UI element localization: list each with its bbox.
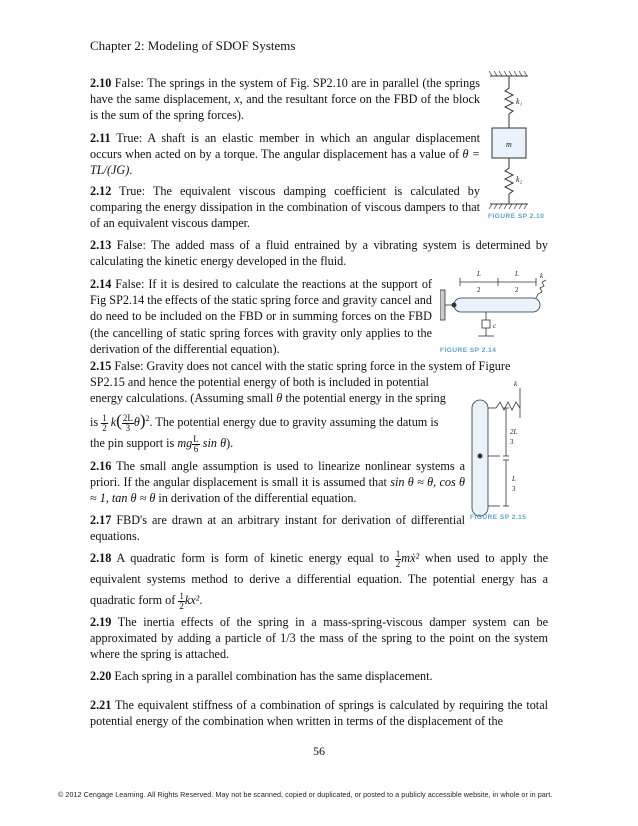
text: False: Gravity does not cancel with the static spring force in the system of Figure [111, 359, 511, 373]
figure-caption-2-10: FIGURE SP 2.10 [488, 213, 545, 220]
item-number: 2.20 [90, 669, 112, 683]
item-number: 2.15 [90, 359, 112, 373]
label-k: k [514, 380, 518, 388]
text: False: The springs in the system of Fig. SP2.10 are in parallel (the springs have the same displacement, [90, 76, 480, 107]
text: . [199, 593, 203, 607]
page-number: 56 [313, 744, 325, 758]
text: True: The equivalent viscous damping coefficient is calculated by comparing the energy dissipation in the combination of viscous dampers to that of an equivalent viscous damper. [90, 184, 480, 231]
item-number: 2.12 [90, 184, 112, 198]
paragraph-2-18 [90, 548, 548, 611]
paragraph-2-13 [90, 237, 548, 269]
item-number: 2.16 [90, 459, 112, 473]
label-2-2: 2 [515, 286, 519, 294]
item-number: 2.18 [90, 551, 112, 565]
text: A quadratic form is form of kinetic energy equal to [111, 551, 395, 565]
text: The small angle assumption is used to linearize nonlinear systems a priori. If the angular displacement is small it is assumed that [90, 459, 465, 490]
item-number: 2.11 [90, 131, 111, 145]
label-L-1: L [477, 270, 481, 278]
item-number: 2.14 [90, 277, 112, 291]
text: The equivalent stiffness of a combination of springs is calculated by requiring the total potential energy of the combination when written in terms of the displacement of the [90, 698, 548, 729]
item-number: 2.21 [90, 698, 112, 712]
label-m: m [506, 140, 512, 149]
equation: sin θ ≈ θ, cos θ ≈ 1, tan θ ≈ θ [90, 475, 465, 506]
paragraph-2-19 [90, 614, 548, 663]
label-3: 3 [510, 438, 514, 446]
paragraph-2-14 [90, 276, 432, 357]
figure-caption-2-15: FIGURE SP 2.15 [470, 514, 527, 521]
variable: x [234, 92, 240, 107]
paragraph-2-10 [90, 75, 480, 124]
item-number: 2.10 [90, 76, 112, 90]
text: False: If it is desired to calculate the reactions at the support of Fig SP2.14 the effects of the static spring force and gravity cancel and do need to be included on the FBD or in summing forces on the FBD (the cancelling of static spring forces with gravity only applies to the derivation of the differential equation). [90, 277, 432, 356]
text: in derivation of the differential equation. [155, 491, 357, 506]
equation: mẋ² [401, 551, 420, 565]
item-number: 2.19 [90, 615, 112, 629]
paragraph-2-17 [90, 512, 465, 544]
paragraph-2-21 [90, 697, 548, 729]
label-3b: 3 [512, 485, 516, 493]
item-number: 2.13 [90, 238, 112, 252]
paragraph-2-12 [90, 183, 480, 232]
copyright-footer: © 2012 Cengage Learning. All Rights Reserved. May not be scanned, copied or duplicated, or posted to a publicly accessible website, in whole or in part. [58, 790, 553, 799]
label-2L: 2L [510, 428, 518, 436]
fraction-half: $\frac{1}{2}$ [179, 590, 184, 611]
paragraph-2-16 [90, 458, 465, 507]
label-L-2: L [515, 270, 519, 278]
paragraph-2-11 [90, 130, 480, 179]
label-k2: k₂ [516, 175, 523, 184]
text: Each spring in a parallel combination has the same displacement. [111, 669, 433, 683]
text: when used to apply the equivalent systems method to derive a differential equation. The potential energy has a quadratic form of [90, 551, 549, 607]
fraction-half: $\frac{1}{2}$ [395, 548, 401, 569]
label-k1: k₁ [516, 97, 523, 106]
figure-sp-2-15 [470, 378, 550, 518]
figure-sp-2-10 [488, 70, 550, 222]
text: , and the resultant force on the FBD of the block is the sum of the spring forces). [90, 92, 480, 123]
page-header: Chapter 2: Modeling of SDOF Systems [90, 38, 296, 53]
equation: θ = TL/(JG) [90, 147, 480, 178]
text: True: A shaft is an elastic member in which an angular displacement occurs when acted on by a torque. The angular displacement has a value of [90, 131, 480, 162]
paragraph-2-15-body: SP2.15 and hence the potential energy of both is included in potential energy calculations. (Assuming small θ the potential energy in the spring is $\frac{1}{2}$ k( $\frac{2L}{3}$ θ)$^2$. The potential energy due to gravity assuming the datum is the pin support is mg $\frac{L}{6}$ sin θ). [90, 374, 465, 454]
text: False: The added mass of a fluid entrained by a vibrating system is determined by calculating the kinetic energy developed in the fluid. [90, 238, 548, 269]
label-2-1: 2 [477, 286, 481, 294]
equation: kx² [184, 593, 200, 607]
label-c: c [493, 322, 497, 330]
figure-caption-2-14: FIGURE SP 2.14 [440, 347, 497, 354]
item-number: 2.17 [90, 513, 112, 527]
label-k: k [540, 272, 544, 280]
figure-sp-2-14 [440, 268, 550, 350]
text: The inertia effects of the spring in a mass-spring-viscous damper system can be approximated by adding a particle of 1/3 the mass of the spring to the point on the system where the spring is attached. [90, 615, 548, 662]
paragraph-2-15 [90, 358, 548, 374]
label-L: L [512, 475, 516, 483]
text: FBD's are drawn at an arbitrary instant for derivation of differential equations. [90, 513, 465, 544]
text: . [129, 163, 133, 178]
paragraph-2-20 [90, 668, 548, 684]
